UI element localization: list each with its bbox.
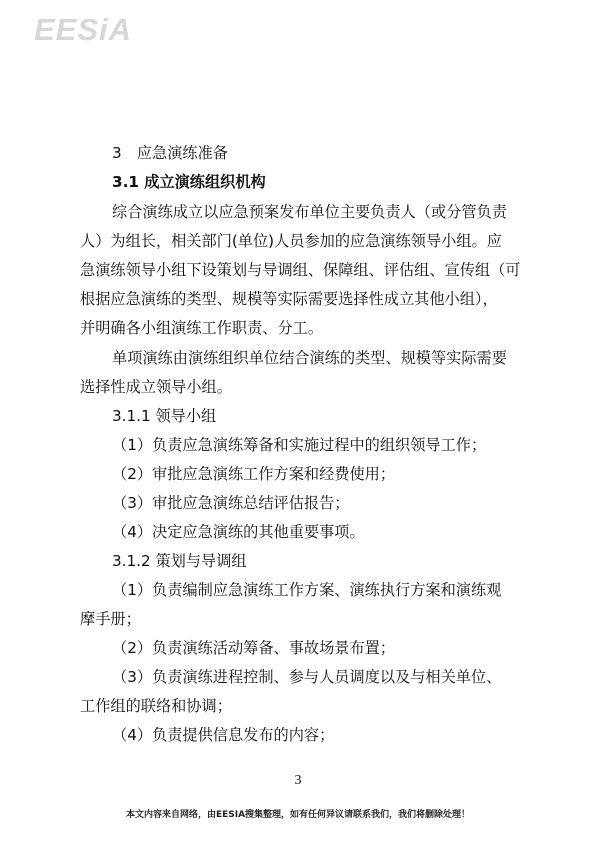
- paragraph-line: 综合演练成立以应急预案发布单位主要负责人（或分管负责: [112, 203, 507, 221]
- paragraph-line: 人）为组长，相关部门(单位)人员参加的应急演练领导小组。应: [80, 232, 502, 250]
- paragraph-line: 根据应急演练的类型、规模等实际需要选择性成立其他小组），: [80, 290, 498, 308]
- list-item: （1）负责编制应急演练工作方案、演练执行方案和演练观: [112, 581, 502, 599]
- paragraph-line: 并明确各小组演练工作职责、分工。: [80, 319, 323, 337]
- list-item: （3）审批应急演练总结评估报告；: [112, 494, 350, 512]
- list-item-continuation: 工作组的联络和协调；: [80, 697, 232, 715]
- page-number: 3: [294, 773, 302, 788]
- list-item: （4）决定应急演练的其他重要事项。: [112, 523, 365, 541]
- paragraph-line: 单项演练由演练组织单位结合演练的类型、规模等实际需要: [112, 349, 507, 367]
- eesia-logo: EESiA: [34, 12, 133, 47]
- subsubsection-heading: 3.1.1 领导小组: [112, 407, 217, 425]
- list-item-continuation: 摩手册；: [80, 610, 141, 628]
- list-item: （1）负责应急演练筹备和实施过程中的组织领导工作；: [112, 436, 487, 454]
- list-item: （3）负责演练进程控制、参与人员调度以及与相关单位、: [112, 668, 502, 686]
- paragraph-line: 选择性成立领导小组。: [80, 378, 232, 396]
- subsubsection-heading: 3.1.2 策划与导调组: [112, 552, 247, 570]
- footer-notice: 本文内容来自网络，由EESIA搜集整理，如有任何异议请联系我们，我们将删除处理！: [125, 810, 471, 820]
- paragraph-line: 急演练领导小组下设策划与导调组、保障组、评估组、宣传组（可: [80, 261, 521, 279]
- list-item: （2）审批应急演练工作方案和经费使用；: [112, 465, 396, 483]
- list-item: （2）负责演练活动筹备、事故场景布置；: [112, 639, 396, 657]
- list-item: （4）负责提供信息发布的内容；: [112, 726, 335, 744]
- subsection-heading: 3.1 成立演练组织机构: [112, 173, 266, 191]
- section-heading: 3 应急演练准备: [112, 144, 228, 162]
